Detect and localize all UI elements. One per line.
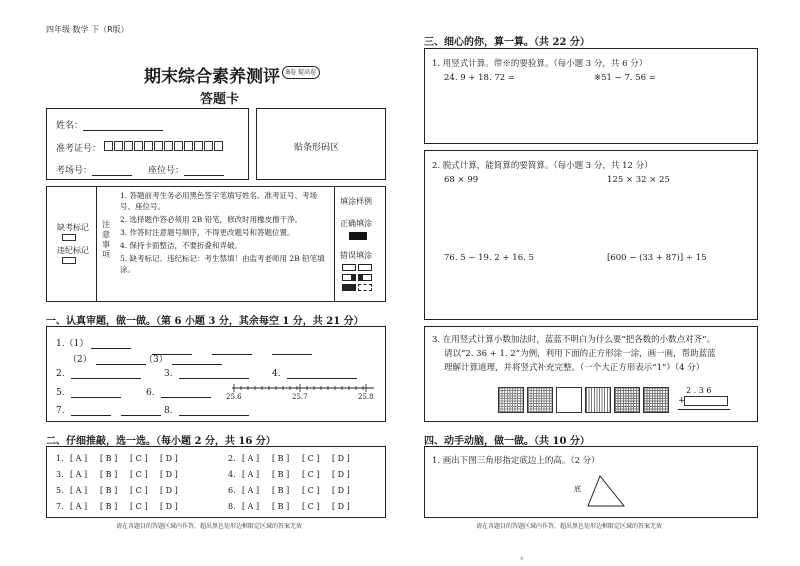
correct-fill-sample (349, 232, 367, 240)
triangle-figure[interactable] (586, 474, 626, 508)
note-item: 4. 保持卡面整洁，不要折叠和弄破。 (120, 241, 243, 250)
option-d[interactable]: [ D ] (160, 502, 178, 511)
answer-line[interactable] (96, 356, 146, 365)
option-a[interactable]: [ A ] (70, 486, 88, 495)
option-b[interactable]: [ B ] (272, 486, 290, 495)
absent-label: 缺考标记 (57, 223, 89, 232)
option-b[interactable]: [ B ] (272, 470, 290, 479)
expression: [600 − (33 + 87)] ÷ 15 (607, 253, 707, 263)
wrong-fill-samples (342, 264, 378, 294)
ticket-number-boxes[interactable] (104, 144, 224, 154)
violation-label: 违纪标记 (57, 246, 89, 255)
choice-row: 8. [ A ] [ B ] [ C ] [ D ] (228, 502, 362, 511)
option-b[interactable]: [ B ] (100, 486, 118, 495)
room-label: 考场号： (56, 163, 132, 176)
option-d[interactable]: [ D ] (332, 502, 350, 511)
q4: 4. (272, 369, 357, 379)
choice-row: 2. [ A ] [ B ] [ C ] [ D ] (228, 454, 362, 463)
option-a[interactable]: [ A ] (70, 502, 88, 511)
answer-line[interactable] (121, 407, 161, 416)
answer-line[interactable] (179, 370, 249, 379)
right-footer-note: 请在各题目的答题区域内作答，超出黑色矩形边框限定区域的答案无效 (476, 523, 663, 530)
option-c[interactable]: [ C ] (130, 502, 148, 511)
answer-line[interactable] (71, 407, 111, 416)
option-c[interactable]: [ C ] (302, 454, 320, 463)
expression: 125 × 32 × 25 (607, 175, 670, 185)
option-d[interactable]: [ D ] (160, 454, 178, 463)
section4-heading: 四、动手动脑，做一做。（共 10 分） (424, 436, 590, 447)
option-d[interactable]: [ D ] (160, 470, 178, 479)
section2-heading: 二、仔细推敲，选一选。（每小题 2 分，共 16 分） (46, 436, 276, 447)
option-a[interactable]: [ A ] (70, 470, 88, 479)
vertical-addition-box[interactable] (684, 396, 728, 406)
subtitle: 答题卡 (200, 92, 240, 107)
grid-square-1[interactable] (498, 387, 524, 413)
q3-1-prompt: 1. 用竖式计算。带※的要验算。（每小题 3 分，共 6 分） (432, 59, 648, 69)
triangle-base-label: 底 (574, 485, 581, 493)
vertical-addition-rule (678, 409, 730, 410)
notes-header: 注意事项 (102, 220, 110, 259)
seat-label: 座位号： (148, 163, 224, 176)
ticket-label: 准考证号： (56, 141, 224, 154)
q1-1: 1.（1） (56, 336, 131, 349)
q3-2-prompt: 2. 脱式计算，能简算的要简算。（每小题 3 分，共 12 分） (432, 161, 653, 171)
option-a[interactable]: [ A ] (242, 454, 260, 463)
left-footer-note: 请在各题目的答题区域内作答，超出黑色矩形边框限定区域的答案无效 (116, 523, 303, 530)
answer-line[interactable] (287, 370, 357, 379)
expression: 24. 9 + 18. 72 = (444, 73, 516, 83)
option-d[interactable]: [ D ] (332, 470, 350, 479)
page-title: 期末综合素养测评 (144, 67, 280, 87)
grid-square-3[interactable] (556, 387, 582, 413)
q8: 8. (164, 406, 249, 416)
option-b[interactable]: [ B ] (100, 454, 118, 463)
q4-1-prompt: 1. 画出下图三角形指定底边上的高。（2 分） (432, 456, 600, 466)
notes-divider-2 (334, 186, 335, 302)
answer-line[interactable] (272, 346, 312, 355)
choice-row: 5. [ A ] [ B ] [ C ] [ D ] (56, 486, 190, 495)
barcode-label: 贴条形码区 (294, 143, 340, 153)
title-badge: B卷 提高卷 (282, 66, 320, 79)
option-b[interactable]: [ B ] (100, 470, 118, 479)
option-c[interactable]: [ C ] (130, 470, 148, 479)
q7: 7. (56, 406, 161, 416)
grid-square-2[interactable] (527, 387, 553, 413)
note-item: 1. 答题前考生务必用黑色签字笔填写姓名、准考证号、考场号、座位号。 (120, 191, 318, 211)
answer-line[interactable] (91, 340, 131, 349)
tick-label: 25.6 (226, 393, 242, 401)
choice-row: 6. [ A ] [ B ] [ C ] [ D ] (228, 486, 362, 495)
grid-square-5[interactable] (614, 387, 640, 413)
answer-line[interactable] (179, 407, 249, 416)
answer-line[interactable] (161, 389, 211, 398)
name-label: 姓名： (56, 118, 163, 131)
expression: 68 × 99 (444, 175, 479, 185)
note-item: 5. 缺考标记、违纪标记：考生禁填！由监考老师用 2B 铅笔填涂。 (120, 254, 325, 274)
q2: 2. (56, 369, 141, 379)
vertical-addition-plus: + (678, 396, 686, 406)
note-item: 2. 选择题作答必须用 2B 铅笔，修改时用橡皮擦干净。 (120, 215, 303, 224)
absent-mark-box[interactable] (62, 234, 76, 241)
option-c[interactable]: [ C ] (302, 486, 320, 495)
option-b[interactable]: [ B ] (100, 502, 118, 511)
option-a[interactable]: [ A ] (242, 470, 260, 479)
note-item: 3. 作答时注意题号顺序，不得更改题号和答题位置。 (120, 228, 295, 237)
option-d[interactable]: [ D ] (332, 486, 350, 495)
grid-square-6[interactable] (643, 387, 669, 413)
grid-square-4[interactable] (585, 387, 611, 413)
option-c[interactable]: [ C ] (130, 454, 148, 463)
q3: 3. (164, 369, 249, 379)
option-a[interactable]: [ A ] (70, 454, 88, 463)
page-number: 4 (520, 556, 524, 562)
tick-label: 25.7 (292, 393, 308, 401)
q5: 5. (56, 388, 121, 398)
option-d[interactable]: [ D ] (160, 486, 178, 495)
q3-3-prompt: 3. 在用竖式计算小数加法时，蓝蓝不明白为什么要“把各数的小数点对齐”。 请以“2. 36 + 1. 2”为例，利用下面的正方形涂一涂，画一画，帮助蓝蓝 理解计算道理，并将竖式补充完整。（一个大正方形表示“1”）（4 分） (432, 335, 716, 373)
choice-row: 3. [ A ] [ B ] [ C ] [ D ] (56, 470, 190, 479)
grade-label: 四年级 数学 下（R版） (46, 25, 129, 34)
expression: ※51 − 7. 56 = (594, 73, 656, 83)
fill-example-label: 填涂样例 (340, 197, 372, 206)
option-b[interactable]: [ B ] (272, 502, 290, 511)
q6: 6. (146, 388, 211, 398)
option-a[interactable]: [ A ] (242, 502, 260, 511)
fill-correct-label: 正确填涂 (340, 219, 372, 228)
q1-3: （3） (144, 352, 222, 365)
option-c[interactable]: [ C ] (130, 486, 148, 495)
expression: 76. 5 − 19. 2 + 16. 5 (444, 253, 534, 263)
option-a[interactable]: [ A ] (242, 486, 260, 495)
room-field[interactable] (92, 167, 132, 176)
choice-row: 7. [ A ] [ B ] [ C ] [ D ] (56, 502, 190, 511)
q1-2: （2） (68, 352, 146, 365)
option-b[interactable]: [ B ] (272, 454, 290, 463)
section1-heading: 一、认真审题，做一做。（第 6 小题 3 分，其余每空 1 分，共 21 分） (46, 316, 364, 327)
choice-row: 4. [ A ] [ B ] [ C ] [ D ] (228, 470, 362, 479)
option-d[interactable]: [ D ] (332, 454, 350, 463)
choice-row: 1. [ A ] [ B ] [ C ] [ D ] (56, 454, 190, 463)
seat-field[interactable] (184, 167, 224, 176)
answer-line[interactable] (71, 389, 121, 398)
notes-list (120, 190, 330, 275)
answer-line[interactable] (172, 356, 222, 365)
option-c[interactable]: [ C ] (302, 502, 320, 511)
section3-heading: 三、细心的你，算一算。（共 22 分） (424, 37, 590, 48)
vertical-addition-top: 2 . 3 6 (686, 386, 712, 395)
notes-divider-1 (96, 186, 97, 302)
tick-label: 25.8 (358, 393, 374, 401)
answer-line[interactable] (71, 370, 141, 379)
name-field[interactable] (83, 122, 163, 131)
option-c[interactable]: [ C ] (302, 470, 320, 479)
fill-wrong-label: 错误填涂 (340, 251, 372, 260)
violation-mark-box[interactable] (62, 257, 76, 264)
